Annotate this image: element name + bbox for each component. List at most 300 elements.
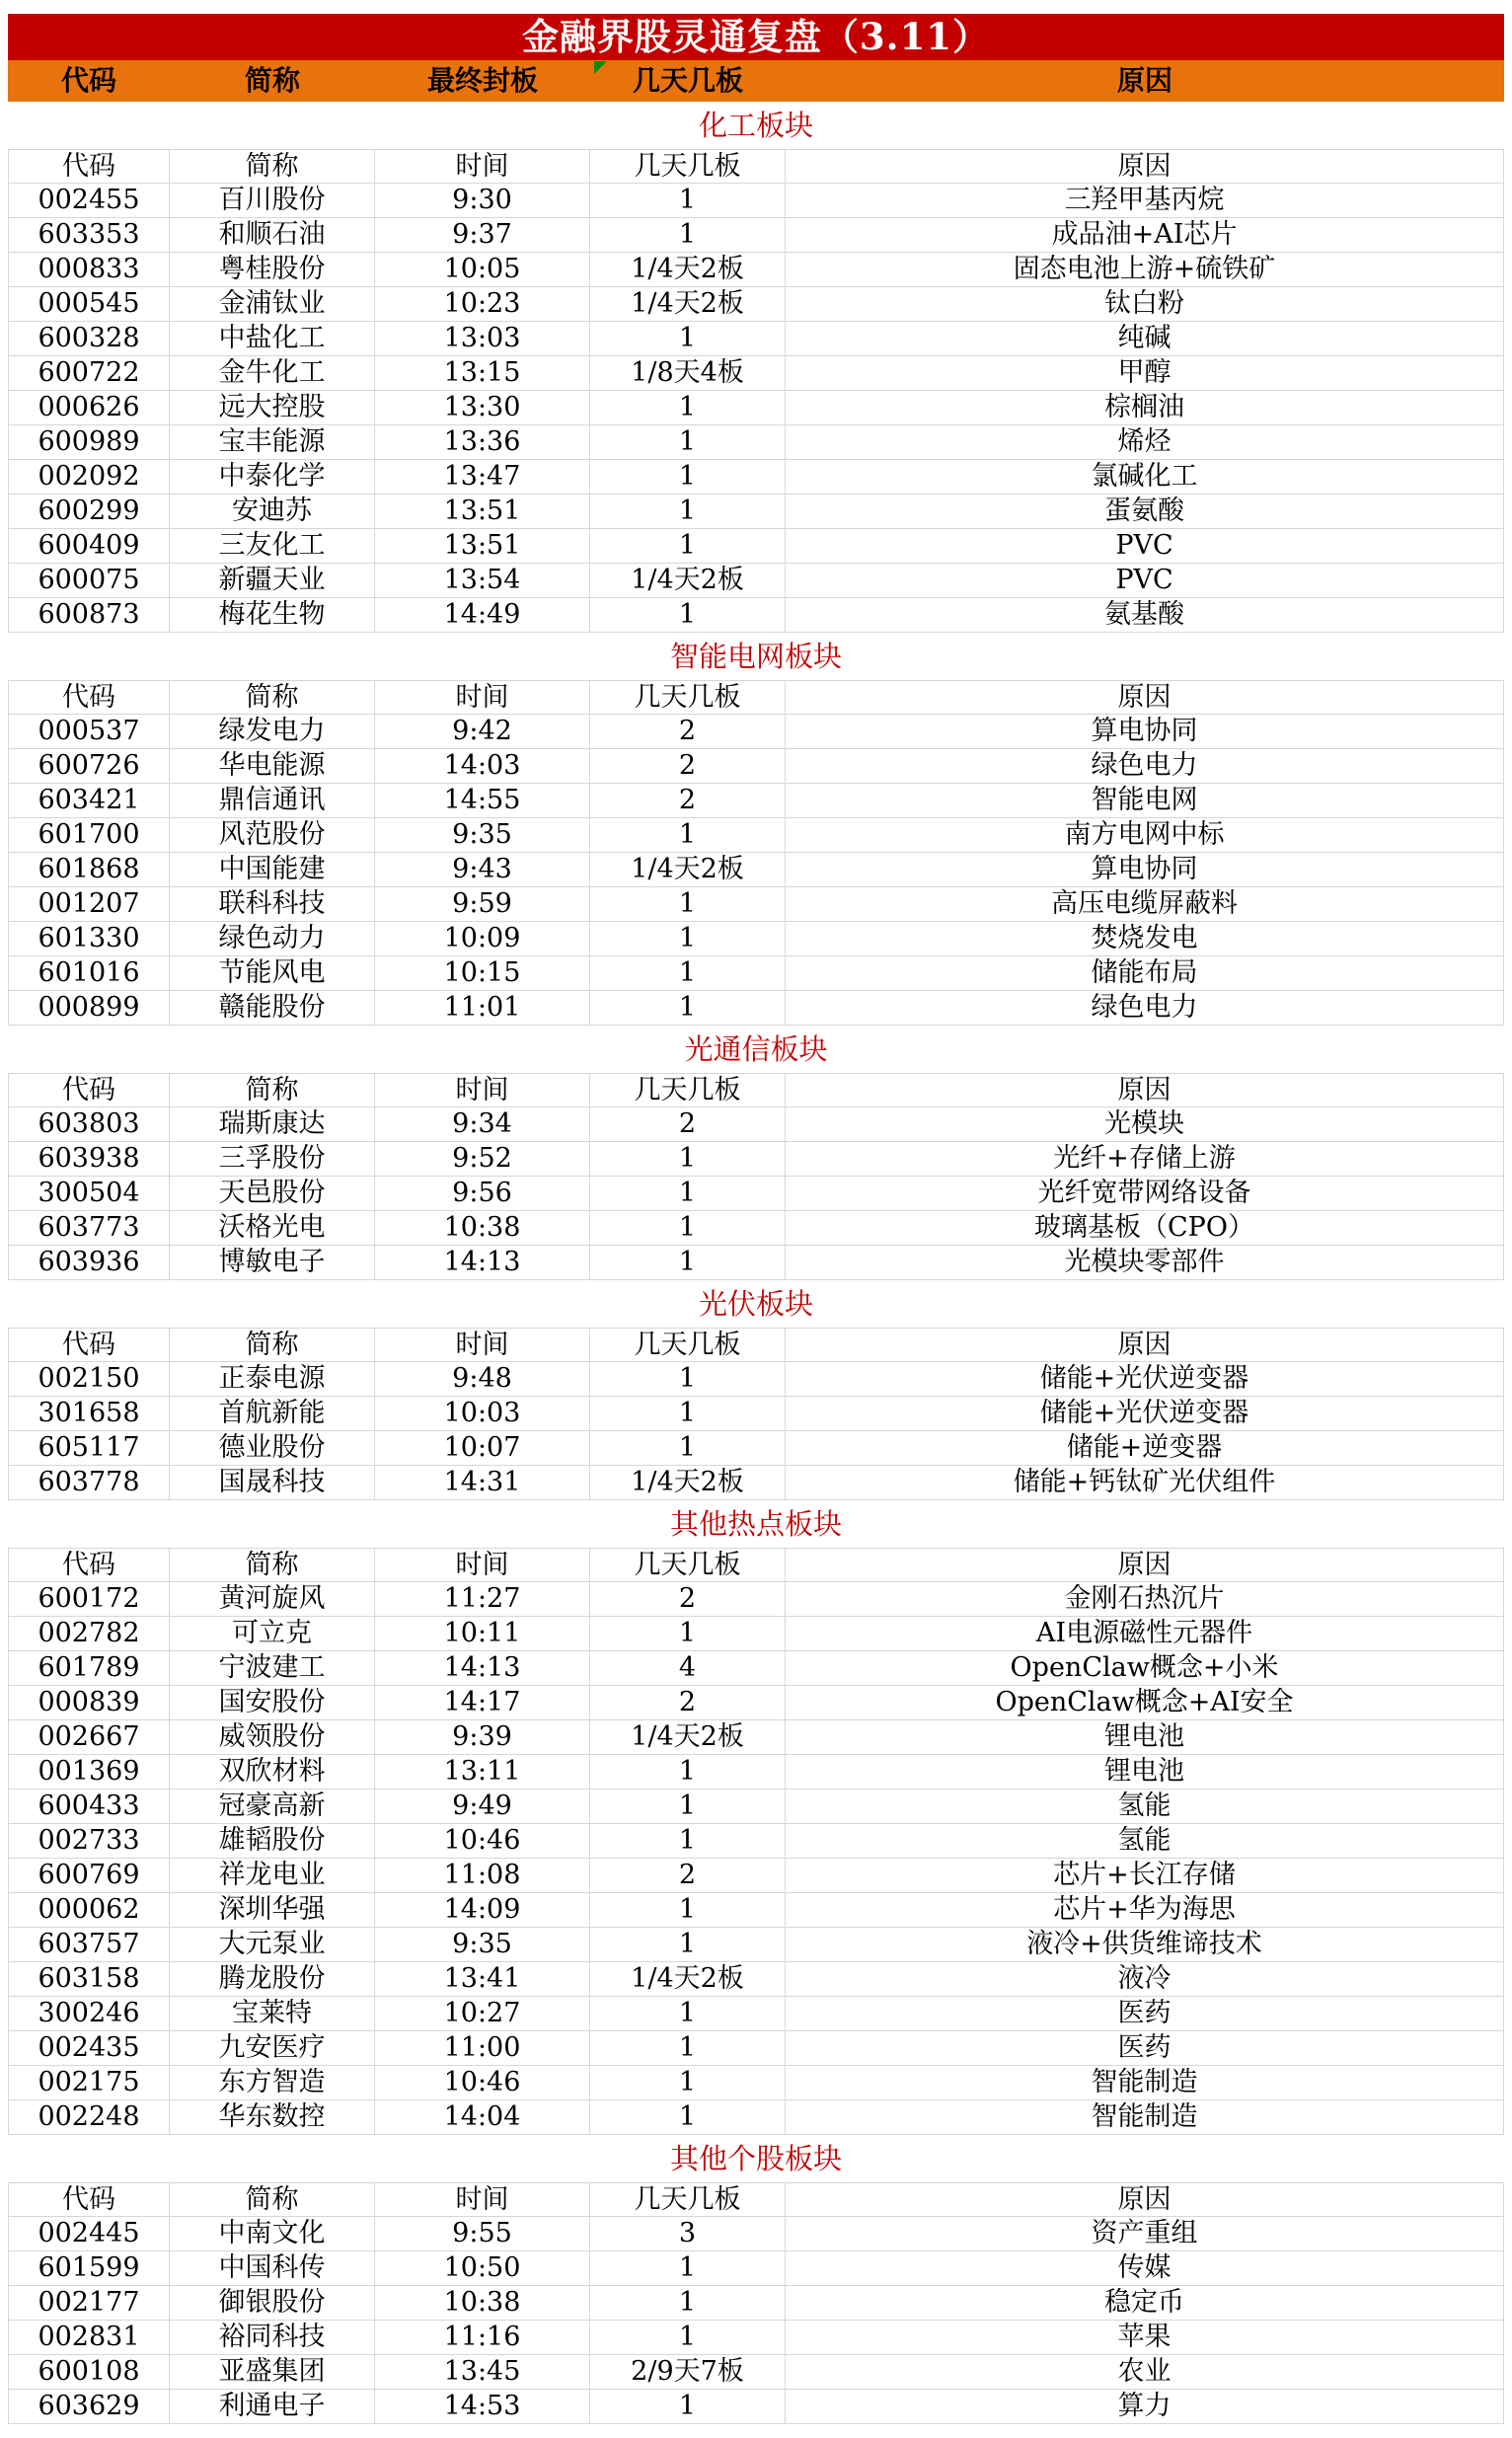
board-count-cell[interactable]: 1 (590, 991, 786, 1026)
seal-time-cell[interactable]: 9:39 (375, 1720, 590, 1755)
header-name-cell[interactable]: 简称 (170, 1548, 375, 1582)
reason-cell[interactable]: 智能电网 (786, 784, 1504, 818)
stock-name-cell[interactable]: 华电能源 (170, 749, 375, 784)
header-code-cell[interactable]: 代码 (8, 680, 170, 715)
board-count-cell[interactable]: 1 (590, 460, 786, 495)
stock-code-cell[interactable]: 002733 (8, 1824, 170, 1859)
header-name-cell[interactable]: 简称 (170, 1328, 375, 1362)
seal-time-cell[interactable]: 14:03 (375, 749, 590, 784)
stock-name-cell[interactable]: 黄河旋风 (170, 1582, 375, 1617)
stock-code-cell[interactable]: 603936 (8, 1246, 170, 1280)
main-header-name-cell[interactable]: 简称 (244, 64, 300, 97)
header-reason-cell[interactable]: 原因 (786, 1073, 1504, 1107)
reason-cell[interactable]: PVC (786, 564, 1504, 598)
stock-name-cell[interactable]: 联科科技 (170, 887, 375, 922)
seal-time-cell[interactable]: 14:04 (375, 2100, 590, 2135)
stock-name-cell[interactable]: 宝莱特 (170, 1997, 375, 2031)
stock-name-cell[interactable]: 深圳华强 (170, 1893, 375, 1928)
board-count-cell[interactable]: 1 (590, 887, 786, 922)
section-title[interactable]: 其他个股板块 (669, 2142, 842, 2175)
stock-code-cell[interactable]: 002175 (8, 2066, 170, 2100)
stock-name-cell[interactable]: 利通电子 (170, 2390, 375, 2424)
stock-code-cell[interactable]: 603778 (8, 1466, 170, 1500)
stock-code-cell[interactable]: 600769 (8, 1859, 170, 1893)
stock-name-cell[interactable]: 鼎信通讯 (170, 784, 375, 818)
stock-name-cell[interactable]: 宝丰能源 (170, 425, 375, 460)
seal-time-cell[interactable]: 9:43 (375, 853, 590, 887)
board-count-cell[interactable]: 1 (590, 1431, 786, 1466)
section-title[interactable]: 光通信板块 (684, 1032, 828, 1066)
stock-code-cell[interactable]: 601599 (8, 2251, 170, 2286)
board-count-cell[interactable]: 1/4天2板 (590, 1466, 786, 1500)
seal-time-cell[interactable]: 14:17 (375, 1686, 590, 1720)
reason-cell[interactable]: 芯片+长江存储 (786, 1859, 1504, 1893)
stock-code-cell[interactable]: 600409 (8, 529, 170, 564)
board-count-cell[interactable]: 1 (590, 922, 786, 956)
reason-cell[interactable]: PVC (786, 529, 1504, 564)
stock-name-cell[interactable]: 祥龙电业 (170, 1859, 375, 1893)
header-reason-cell[interactable]: 原因 (786, 149, 1504, 184)
header-code-cell[interactable]: 代码 (8, 1328, 170, 1362)
stock-name-cell[interactable]: 可立克 (170, 1617, 375, 1651)
seal-time-cell[interactable]: 14:13 (375, 1246, 590, 1280)
seal-time-cell[interactable]: 10:38 (375, 1211, 590, 1246)
stock-name-cell[interactable]: 远大控股 (170, 391, 375, 425)
stock-name-cell[interactable]: 三孚股份 (170, 1142, 375, 1177)
seal-time-cell[interactable]: 11:00 (375, 2031, 590, 2066)
main-header-boards-cell[interactable]: 几天几板 (632, 64, 743, 97)
header-boards-cell[interactable]: 几天几板 (590, 1328, 786, 1362)
reason-cell[interactable]: 液冷 (786, 1962, 1504, 1997)
stock-code-cell[interactable]: 600873 (8, 598, 170, 633)
seal-time-cell[interactable]: 13:30 (375, 391, 590, 425)
header-boards-cell[interactable]: 几天几板 (590, 2182, 786, 2217)
board-count-cell[interactable]: 2 (590, 749, 786, 784)
reason-cell[interactable]: 医药 (786, 2031, 1504, 2066)
reason-cell[interactable]: 高压电缆屏蔽料 (786, 887, 1504, 922)
stock-code-cell[interactable]: 000833 (8, 253, 170, 287)
reason-cell[interactable]: 储能+钙钛矿光伏组件 (786, 1466, 1504, 1500)
seal-time-cell[interactable]: 9:42 (375, 715, 590, 749)
stock-name-cell[interactable]: 瑞斯康达 (170, 1107, 375, 1142)
stock-code-cell[interactable]: 002831 (8, 2321, 170, 2355)
seal-time-cell[interactable]: 13:03 (375, 322, 590, 356)
reason-cell[interactable]: 南方电网中标 (786, 818, 1504, 853)
board-count-cell[interactable]: 1 (590, 1997, 786, 2031)
stock-name-cell[interactable]: 双欣材料 (170, 1755, 375, 1790)
header-code-cell[interactable]: 代码 (8, 1548, 170, 1582)
stock-code-cell[interactable]: 002782 (8, 1617, 170, 1651)
stock-name-cell[interactable]: 和顺石油 (170, 218, 375, 253)
reason-cell[interactable]: 医药 (786, 1997, 1504, 2031)
stock-code-cell[interactable]: 002177 (8, 2286, 170, 2321)
stock-name-cell[interactable]: 亚盛集团 (170, 2355, 375, 2390)
section-title[interactable]: 光伏板块 (698, 1287, 813, 1321)
seal-time-cell[interactable]: 13:47 (375, 460, 590, 495)
seal-time-cell[interactable]: 10:07 (375, 1431, 590, 1466)
board-count-cell[interactable]: 1/4天2板 (590, 1720, 786, 1755)
seal-time-cell[interactable]: 10:23 (375, 287, 590, 322)
board-count-cell[interactable]: 1 (590, 956, 786, 991)
stock-code-cell[interactable]: 002455 (8, 184, 170, 218)
reason-cell[interactable]: 储能+逆变器 (786, 1431, 1504, 1466)
seal-time-cell[interactable]: 11:08 (375, 1859, 590, 1893)
reason-cell[interactable]: 光模块零部件 (786, 1246, 1504, 1280)
reason-cell[interactable]: 蛋氨酸 (786, 495, 1504, 529)
board-count-cell[interactable]: 1 (590, 391, 786, 425)
stock-name-cell[interactable]: 中国能建 (170, 853, 375, 887)
reason-cell[interactable]: 烯烃 (786, 425, 1504, 460)
header-code-cell[interactable]: 代码 (8, 149, 170, 184)
reason-cell[interactable]: 算力 (786, 2390, 1504, 2424)
board-count-cell[interactable]: 1 (590, 495, 786, 529)
reason-cell[interactable]: OpenClaw概念+AI安全 (786, 1686, 1504, 1720)
header-time-cell[interactable]: 时间 (375, 680, 590, 715)
stock-name-cell[interactable]: 百川股份 (170, 184, 375, 218)
seal-time-cell[interactable]: 13:36 (375, 425, 590, 460)
stock-name-cell[interactable]: 新疆天业 (170, 564, 375, 598)
stock-name-cell[interactable]: 中盐化工 (170, 322, 375, 356)
reason-cell[interactable]: 棕榈油 (786, 391, 1504, 425)
board-count-cell[interactable]: 1 (590, 818, 786, 853)
stock-code-cell[interactable]: 600299 (8, 495, 170, 529)
seal-time-cell[interactable]: 14:55 (375, 784, 590, 818)
seal-time-cell[interactable]: 13:41 (375, 1962, 590, 1997)
board-count-cell[interactable]: 2 (590, 1686, 786, 1720)
reason-cell[interactable]: 绿色电力 (786, 991, 1504, 1026)
seal-time-cell[interactable]: 11:27 (375, 1582, 590, 1617)
seal-time-cell[interactable]: 9:56 (375, 1177, 590, 1211)
seal-time-cell[interactable]: 14:53 (375, 2390, 590, 2424)
stock-code-cell[interactable]: 600726 (8, 749, 170, 784)
reason-cell[interactable]: 三羟甲基丙烷 (786, 184, 1504, 218)
seal-time-cell[interactable]: 13:11 (375, 1755, 590, 1790)
stock-code-cell[interactable]: 603938 (8, 1142, 170, 1177)
board-count-cell[interactable]: 1/4天2板 (590, 1962, 786, 1997)
stock-code-cell[interactable]: 605117 (8, 1431, 170, 1466)
seal-time-cell[interactable]: 14:49 (375, 598, 590, 633)
stock-name-cell[interactable]: 绿色动力 (170, 922, 375, 956)
seal-time-cell[interactable]: 10:46 (375, 1824, 590, 1859)
reason-cell[interactable]: 苹果 (786, 2321, 1504, 2355)
header-time-cell[interactable]: 时间 (375, 149, 590, 184)
seal-time-cell[interactable]: 9:35 (375, 1928, 590, 1962)
board-count-cell[interactable]: 1 (590, 218, 786, 253)
seal-time-cell[interactable]: 9:35 (375, 818, 590, 853)
reason-cell[interactable]: 光纤+存储上游 (786, 1142, 1504, 1177)
seal-time-cell[interactable]: 14:09 (375, 1893, 590, 1928)
seal-time-cell[interactable]: 10:15 (375, 956, 590, 991)
reason-cell[interactable]: 甲醇 (786, 356, 1504, 391)
stock-code-cell[interactable]: 601700 (8, 818, 170, 853)
stock-name-cell[interactable]: 华东数控 (170, 2100, 375, 2135)
reason-cell[interactable]: OpenClaw概念+小米 (786, 1651, 1504, 1686)
stock-name-cell[interactable]: 节能风电 (170, 956, 375, 991)
board-count-cell[interactable]: 1 (590, 184, 786, 218)
seal-time-cell[interactable]: 10:09 (375, 922, 590, 956)
stock-code-cell[interactable]: 600328 (8, 322, 170, 356)
stock-code-cell[interactable]: 002092 (8, 460, 170, 495)
stock-name-cell[interactable]: 博敏电子 (170, 1246, 375, 1280)
board-count-cell[interactable]: 2 (590, 715, 786, 749)
board-count-cell[interactable]: 1 (590, 1211, 786, 1246)
seal-time-cell[interactable]: 14:31 (375, 1466, 590, 1500)
stock-name-cell[interactable]: 安迪苏 (170, 495, 375, 529)
stock-code-cell[interactable]: 002248 (8, 2100, 170, 2135)
board-count-cell[interactable]: 2/9天7板 (590, 2355, 786, 2390)
board-count-cell[interactable]: 2 (590, 1582, 786, 1617)
stock-name-cell[interactable]: 沃格光电 (170, 1211, 375, 1246)
stock-name-cell[interactable]: 九安医疗 (170, 2031, 375, 2066)
stock-code-cell[interactable]: 601868 (8, 853, 170, 887)
stock-code-cell[interactable]: 600075 (8, 564, 170, 598)
stock-name-cell[interactable]: 绿发电力 (170, 715, 375, 749)
stock-name-cell[interactable]: 中南文化 (170, 2217, 375, 2251)
stock-code-cell[interactable]: 600108 (8, 2355, 170, 2390)
stock-name-cell[interactable]: 中国科传 (170, 2251, 375, 2286)
seal-time-cell[interactable]: 9:49 (375, 1790, 590, 1824)
reason-cell[interactable]: 氯碱化工 (786, 460, 1504, 495)
board-count-cell[interactable]: 1 (590, 598, 786, 633)
stock-name-cell[interactable]: 国安股份 (170, 1686, 375, 1720)
board-count-cell[interactable]: 3 (590, 2217, 786, 2251)
reason-cell[interactable]: 光模块 (786, 1107, 1504, 1142)
header-reason-cell[interactable]: 原因 (786, 680, 1504, 715)
board-count-cell[interactable]: 1/4天2板 (590, 564, 786, 598)
seal-time-cell[interactable]: 9:59 (375, 887, 590, 922)
reason-cell[interactable]: 芯片+华为海思 (786, 1893, 1504, 1928)
reason-cell[interactable]: 固态电池上游+硫铁矿 (786, 253, 1504, 287)
header-time-cell[interactable]: 时间 (375, 1548, 590, 1582)
stock-code-cell[interactable]: 603803 (8, 1107, 170, 1142)
header-boards-cell[interactable]: 几天几板 (590, 680, 786, 715)
header-reason-cell[interactable]: 原因 (786, 2182, 1504, 2217)
board-count-cell[interactable]: 4 (590, 1651, 786, 1686)
stock-name-cell[interactable]: 威领股份 (170, 1720, 375, 1755)
stock-code-cell[interactable]: 601330 (8, 922, 170, 956)
board-count-cell[interactable]: 1 (590, 2066, 786, 2100)
stock-code-cell[interactable]: 603757 (8, 1928, 170, 1962)
reason-cell[interactable]: 焚烧发电 (786, 922, 1504, 956)
seal-time-cell[interactable]: 11:16 (375, 2321, 590, 2355)
header-boards-cell[interactable]: 几天几板 (590, 1073, 786, 1107)
board-count-cell[interactable]: 1 (590, 2321, 786, 2355)
header-boards-cell[interactable]: 几天几板 (590, 1548, 786, 1582)
board-count-cell[interactable]: 1 (590, 1755, 786, 1790)
stock-code-cell[interactable]: 603629 (8, 2390, 170, 2424)
header-time-cell[interactable]: 时间 (375, 1328, 590, 1362)
stock-name-cell[interactable]: 御银股份 (170, 2286, 375, 2321)
stock-name-cell[interactable]: 东方智造 (170, 2066, 375, 2100)
header-reason-cell[interactable]: 原因 (786, 1328, 1504, 1362)
board-count-cell[interactable]: 1/8天4板 (590, 356, 786, 391)
seal-time-cell[interactable]: 11:01 (375, 991, 590, 1026)
stock-code-cell[interactable]: 601016 (8, 956, 170, 991)
reason-cell[interactable]: 锂电池 (786, 1720, 1504, 1755)
stock-name-cell[interactable]: 腾龙股份 (170, 1962, 375, 1997)
board-count-cell[interactable]: 1/4天2板 (590, 287, 786, 322)
seal-time-cell[interactable]: 10:46 (375, 2066, 590, 2100)
stock-name-cell[interactable]: 裕同科技 (170, 2321, 375, 2355)
header-reason-cell[interactable]: 原因 (786, 1548, 1504, 1582)
header-name-cell[interactable]: 简称 (170, 2182, 375, 2217)
header-name-cell[interactable]: 简称 (170, 1073, 375, 1107)
board-count-cell[interactable]: 1/4天2板 (590, 253, 786, 287)
stock-name-cell[interactable]: 国晟科技 (170, 1466, 375, 1500)
seal-time-cell[interactable]: 10:05 (375, 253, 590, 287)
stock-name-cell[interactable]: 粤桂股份 (170, 253, 375, 287)
reason-cell[interactable]: 纯碱 (786, 322, 1504, 356)
stock-code-cell[interactable]: 600722 (8, 356, 170, 391)
header-name-cell[interactable]: 简称 (170, 149, 375, 184)
stock-code-cell[interactable]: 603421 (8, 784, 170, 818)
main-header-final-seal-cell[interactable]: 最终封板 (426, 64, 538, 97)
board-count-cell[interactable]: 2 (590, 1107, 786, 1142)
board-count-cell[interactable]: 1 (590, 1824, 786, 1859)
board-count-cell[interactable]: 1 (590, 1928, 786, 1962)
stock-name-cell[interactable]: 雄韬股份 (170, 1824, 375, 1859)
seal-time-cell[interactable]: 9:34 (375, 1107, 590, 1142)
seal-time-cell[interactable]: 13:45 (375, 2355, 590, 2390)
header-boards-cell[interactable]: 几天几板 (590, 149, 786, 184)
board-count-cell[interactable]: 1 (590, 322, 786, 356)
reason-cell[interactable]: 钛白粉 (786, 287, 1504, 322)
stock-name-cell[interactable]: 冠豪高新 (170, 1790, 375, 1824)
stock-code-cell[interactable]: 300504 (8, 1177, 170, 1211)
board-count-cell[interactable]: 2 (590, 1859, 786, 1893)
stock-code-cell[interactable]: 600433 (8, 1790, 170, 1824)
seal-time-cell[interactable]: 10:50 (375, 2251, 590, 2286)
stock-code-cell[interactable]: 000062 (8, 1893, 170, 1928)
stock-code-cell[interactable]: 002667 (8, 1720, 170, 1755)
reason-cell[interactable]: 算电协同 (786, 853, 1504, 887)
stock-name-cell[interactable]: 德业股份 (170, 1431, 375, 1466)
header-name-cell[interactable]: 简称 (170, 680, 375, 715)
stock-code-cell[interactable]: 000545 (8, 287, 170, 322)
reason-cell[interactable]: 智能制造 (786, 2066, 1504, 2100)
reason-cell[interactable]: AI电源磁性元器件 (786, 1617, 1504, 1651)
board-count-cell[interactable]: 1 (590, 1617, 786, 1651)
stock-name-cell[interactable]: 金牛化工 (170, 356, 375, 391)
seal-time-cell[interactable]: 13:51 (375, 529, 590, 564)
stock-name-cell[interactable]: 天邑股份 (170, 1177, 375, 1211)
reason-cell[interactable]: 光纤宽带网络设备 (786, 1177, 1504, 1211)
reason-cell[interactable]: 储能+光伏逆变器 (786, 1362, 1504, 1397)
stock-name-cell[interactable]: 三友化工 (170, 529, 375, 564)
stock-code-cell[interactable]: 603158 (8, 1962, 170, 1997)
board-count-cell[interactable]: 1/4天2板 (590, 853, 786, 887)
reason-cell[interactable]: 稳定币 (786, 2286, 1504, 2321)
board-count-cell[interactable]: 1 (590, 2031, 786, 2066)
stock-code-cell[interactable]: 000899 (8, 991, 170, 1026)
seal-time-cell[interactable]: 10:03 (375, 1397, 590, 1431)
stock-code-cell[interactable]: 603353 (8, 218, 170, 253)
stock-code-cell[interactable]: 000537 (8, 715, 170, 749)
stock-name-cell[interactable]: 大元泵业 (170, 1928, 375, 1962)
reason-cell[interactable]: 储能+光伏逆变器 (786, 1397, 1504, 1431)
stock-code-cell[interactable]: 000626 (8, 391, 170, 425)
main-header-reason-cell[interactable]: 原因 (1116, 64, 1172, 97)
board-count-cell[interactable]: 1 (590, 425, 786, 460)
stock-code-cell[interactable]: 301658 (8, 1397, 170, 1431)
reason-cell[interactable]: 传媒 (786, 2251, 1504, 2286)
reason-cell[interactable]: 农业 (786, 2355, 1504, 2390)
stock-code-cell[interactable]: 002435 (8, 2031, 170, 2066)
stock-code-cell[interactable]: 001207 (8, 887, 170, 922)
board-count-cell[interactable]: 1 (590, 1246, 786, 1280)
stock-name-cell[interactable]: 金浦钛业 (170, 287, 375, 322)
reason-cell[interactable]: 绿色电力 (786, 749, 1504, 784)
board-count-cell[interactable]: 1 (590, 2251, 786, 2286)
header-time-cell[interactable]: 时间 (375, 1073, 590, 1107)
board-count-cell[interactable]: 1 (590, 1362, 786, 1397)
reason-cell[interactable]: 玻璃基板（CPO） (786, 1211, 1504, 1246)
stock-name-cell[interactable]: 首航新能 (170, 1397, 375, 1431)
reason-cell[interactable]: 氢能 (786, 1824, 1504, 1859)
seal-time-cell[interactable]: 9:52 (375, 1142, 590, 1177)
board-count-cell[interactable]: 1 (590, 1142, 786, 1177)
stock-code-cell[interactable]: 603773 (8, 1211, 170, 1246)
seal-time-cell[interactable]: 13:54 (375, 564, 590, 598)
stock-code-cell[interactable]: 600172 (8, 1582, 170, 1617)
seal-time-cell[interactable]: 13:15 (375, 356, 590, 391)
stock-name-cell[interactable]: 宁波建工 (170, 1651, 375, 1686)
reason-cell[interactable]: 储能布局 (786, 956, 1504, 991)
board-count-cell[interactable]: 1 (590, 2390, 786, 2424)
section-title[interactable]: 其他热点板块 (669, 1507, 842, 1541)
header-code-cell[interactable]: 代码 (8, 2182, 170, 2217)
reason-cell[interactable]: 资产重组 (786, 2217, 1504, 2251)
stock-code-cell[interactable]: 000839 (8, 1686, 170, 1720)
seal-time-cell[interactable]: 9:37 (375, 218, 590, 253)
reason-cell[interactable]: 氨基酸 (786, 598, 1504, 633)
reason-cell[interactable]: 氢能 (786, 1790, 1504, 1824)
stock-code-cell[interactable]: 600989 (8, 425, 170, 460)
seal-time-cell[interactable]: 9:30 (375, 184, 590, 218)
reason-cell[interactable]: 锂电池 (786, 1755, 1504, 1790)
board-count-cell[interactable]: 1 (590, 2100, 786, 2135)
board-count-cell[interactable]: 1 (590, 1177, 786, 1211)
reason-cell[interactable]: 液冷+供货维谛技术 (786, 1928, 1504, 1962)
stock-code-cell[interactable]: 601789 (8, 1651, 170, 1686)
section-title[interactable]: 智能电网板块 (669, 640, 842, 673)
board-count-cell[interactable]: 1 (590, 1893, 786, 1928)
seal-time-cell[interactable]: 13:51 (375, 495, 590, 529)
board-count-cell[interactable]: 1 (590, 1397, 786, 1431)
stock-code-cell[interactable]: 300246 (8, 1997, 170, 2031)
stock-name-cell[interactable]: 风范股份 (170, 818, 375, 853)
seal-time-cell[interactable]: 9:48 (375, 1362, 590, 1397)
stock-name-cell[interactable]: 赣能股份 (170, 991, 375, 1026)
stock-code-cell[interactable]: 002150 (8, 1362, 170, 1397)
board-count-cell[interactable]: 2 (590, 784, 786, 818)
report-title-cell[interactable]: 金融界股灵通复盘（3.11） (8, 14, 1504, 60)
seal-time-cell[interactable]: 10:38 (375, 2286, 590, 2321)
board-count-cell[interactable]: 1 (590, 1790, 786, 1824)
reason-cell[interactable]: 算电协同 (786, 715, 1504, 749)
reason-cell[interactable]: 智能制造 (786, 2100, 1504, 2135)
section-title[interactable]: 化工板块 (698, 109, 813, 142)
stock-name-cell[interactable]: 正泰电源 (170, 1362, 375, 1397)
seal-time-cell[interactable]: 14:13 (375, 1651, 590, 1686)
board-count-cell[interactable]: 1 (590, 529, 786, 564)
reason-cell[interactable]: 成品油+AI芯片 (786, 218, 1504, 253)
reason-cell[interactable]: 金刚石热沉片 (786, 1582, 1504, 1617)
board-count-cell[interactable]: 1 (590, 2286, 786, 2321)
seal-time-cell[interactable]: 10:27 (375, 1997, 590, 2031)
seal-time-cell[interactable]: 10:11 (375, 1617, 590, 1651)
header-code-cell[interactable]: 代码 (8, 1073, 170, 1107)
